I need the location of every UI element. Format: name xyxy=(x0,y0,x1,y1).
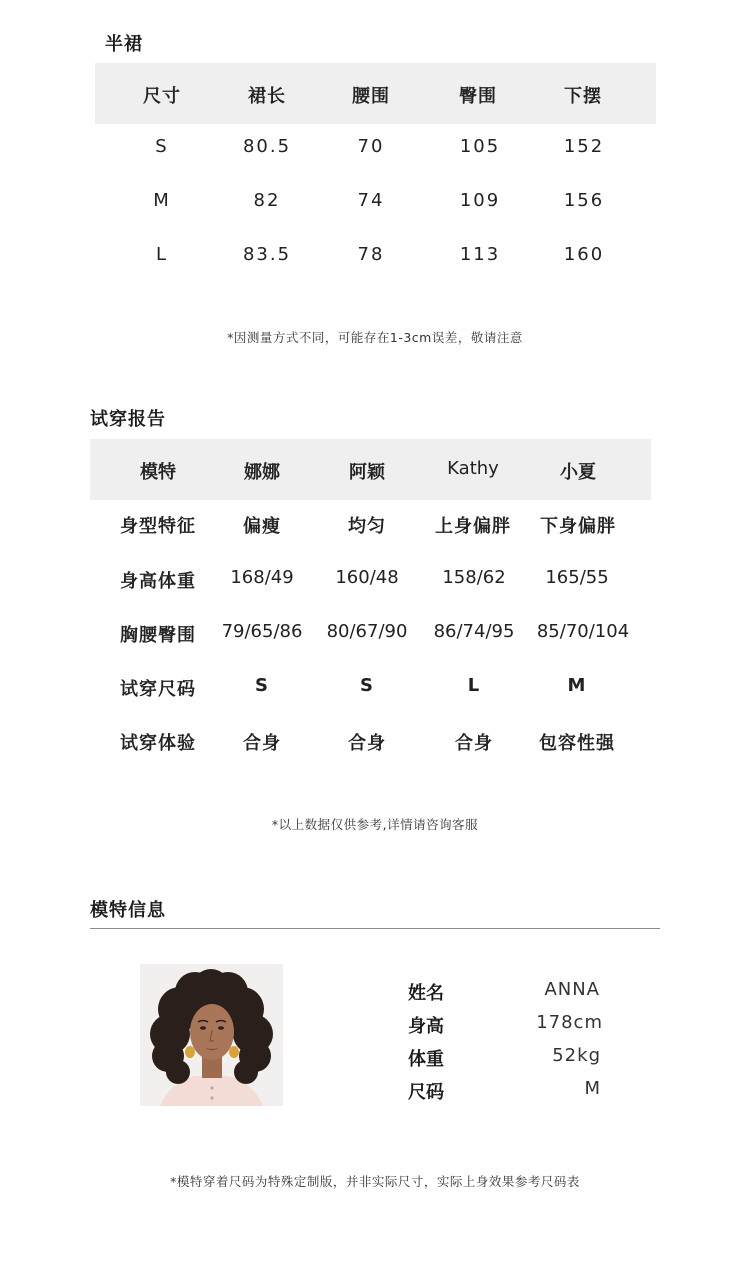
fit-row-label: 胸腰臀围 xyxy=(120,625,196,646)
skirt-cell: 152 xyxy=(563,136,605,157)
fit-cell: S xyxy=(255,675,269,696)
skirt-header-cell: 尺寸 xyxy=(143,86,181,107)
model-height-value: 178cm xyxy=(536,1012,603,1033)
fit-header-cell: Kathy xyxy=(447,458,499,479)
model-weight-label: 体重 xyxy=(408,1049,444,1070)
fit-cell: S xyxy=(360,675,374,696)
model-size-label: 尺码 xyxy=(408,1082,444,1103)
fit-cell: 85/70/104 xyxy=(536,621,630,642)
model-info-divider xyxy=(90,928,660,929)
fit-cell: 168/49 xyxy=(230,567,294,588)
fit-row-label: 身型特征 xyxy=(120,516,196,537)
fit-report-note: *以上数据仅供参考,详情请咨询客服 xyxy=(271,817,479,832)
fit-cell: 偏瘦 xyxy=(243,516,281,537)
fit-cell: 160/48 xyxy=(335,567,399,588)
skirt-header-cell: 裙长 xyxy=(248,86,286,107)
skirt-cell: 156 xyxy=(563,190,605,211)
model-size-note: *模特穿着尺码为特殊定制版，并非实际尺寸，实际上身效果参考尺码表 xyxy=(170,1174,580,1189)
skirt-measurement-note: *因测量方式不同，可能存在1-3cm误差，敬请注意 xyxy=(227,330,523,345)
skirt-cell: 80.5 xyxy=(242,136,292,157)
skirt-cell: 160 xyxy=(563,244,605,265)
fit-report-title: 试穿报告 xyxy=(90,409,166,430)
skirt-cell: 82 xyxy=(253,190,281,211)
skirt-cell: 74 xyxy=(357,190,385,211)
fit-cell: 158/62 xyxy=(442,567,506,588)
skirt-cell: S xyxy=(155,136,169,157)
fit-row-label: 试穿体验 xyxy=(120,733,196,754)
fit-cell: 86/74/95 xyxy=(433,621,515,642)
fit-cell: 合身 xyxy=(348,733,386,754)
skirt-header-cell: 下摆 xyxy=(564,86,602,107)
fit-cell: 上身偏胖 xyxy=(435,516,511,537)
skirt-cell: 78 xyxy=(357,244,385,265)
fit-cell: 79/65/86 xyxy=(221,621,303,642)
skirt-cell: 109 xyxy=(459,190,501,211)
skirt-header-cell: 腰围 xyxy=(352,86,390,107)
skirt-cell: 113 xyxy=(459,244,501,265)
model-info-title: 模特信息 xyxy=(90,900,166,921)
fit-header-cell: 模特 xyxy=(140,462,176,483)
fit-cell: 165/55 xyxy=(545,567,609,588)
fit-cell: M xyxy=(567,675,587,696)
fit-header-cell: 娜娜 xyxy=(244,462,280,483)
skirt-cell: M xyxy=(153,190,171,211)
skirt-header-cell: 臀围 xyxy=(459,86,497,107)
skirt-cell: 70 xyxy=(357,136,385,157)
model-name-label: 姓名 xyxy=(408,983,444,1004)
fit-row-label: 试穿尺码 xyxy=(120,679,196,700)
skirt-cell: 105 xyxy=(459,136,501,157)
fit-cell: 合身 xyxy=(455,733,493,754)
fit-cell: L xyxy=(467,675,481,696)
fit-cell: 均匀 xyxy=(348,516,386,537)
skirt-cell: L xyxy=(155,244,169,265)
fit-cell: 80/67/90 xyxy=(326,621,408,642)
model-size-value: M xyxy=(584,1078,601,1099)
model-weight-value: 52kg xyxy=(552,1045,601,1066)
skirt-section-title: 半裙 xyxy=(105,34,143,55)
skirt-cell: 83.5 xyxy=(242,244,292,265)
fit-cell: 包容性强 xyxy=(539,733,615,754)
model-photo xyxy=(140,964,283,1106)
fit-row-label: 身高体重 xyxy=(120,571,196,592)
model-height-label: 身高 xyxy=(408,1016,444,1037)
fit-cell: 合身 xyxy=(243,733,281,754)
fit-cell: 下身偏胖 xyxy=(540,516,616,537)
model-name-value: ANNA xyxy=(544,979,600,1000)
model-portrait-image xyxy=(140,964,283,1106)
fit-header-cell: 阿颖 xyxy=(349,462,385,483)
fit-header-cell: 小夏 xyxy=(560,462,596,483)
